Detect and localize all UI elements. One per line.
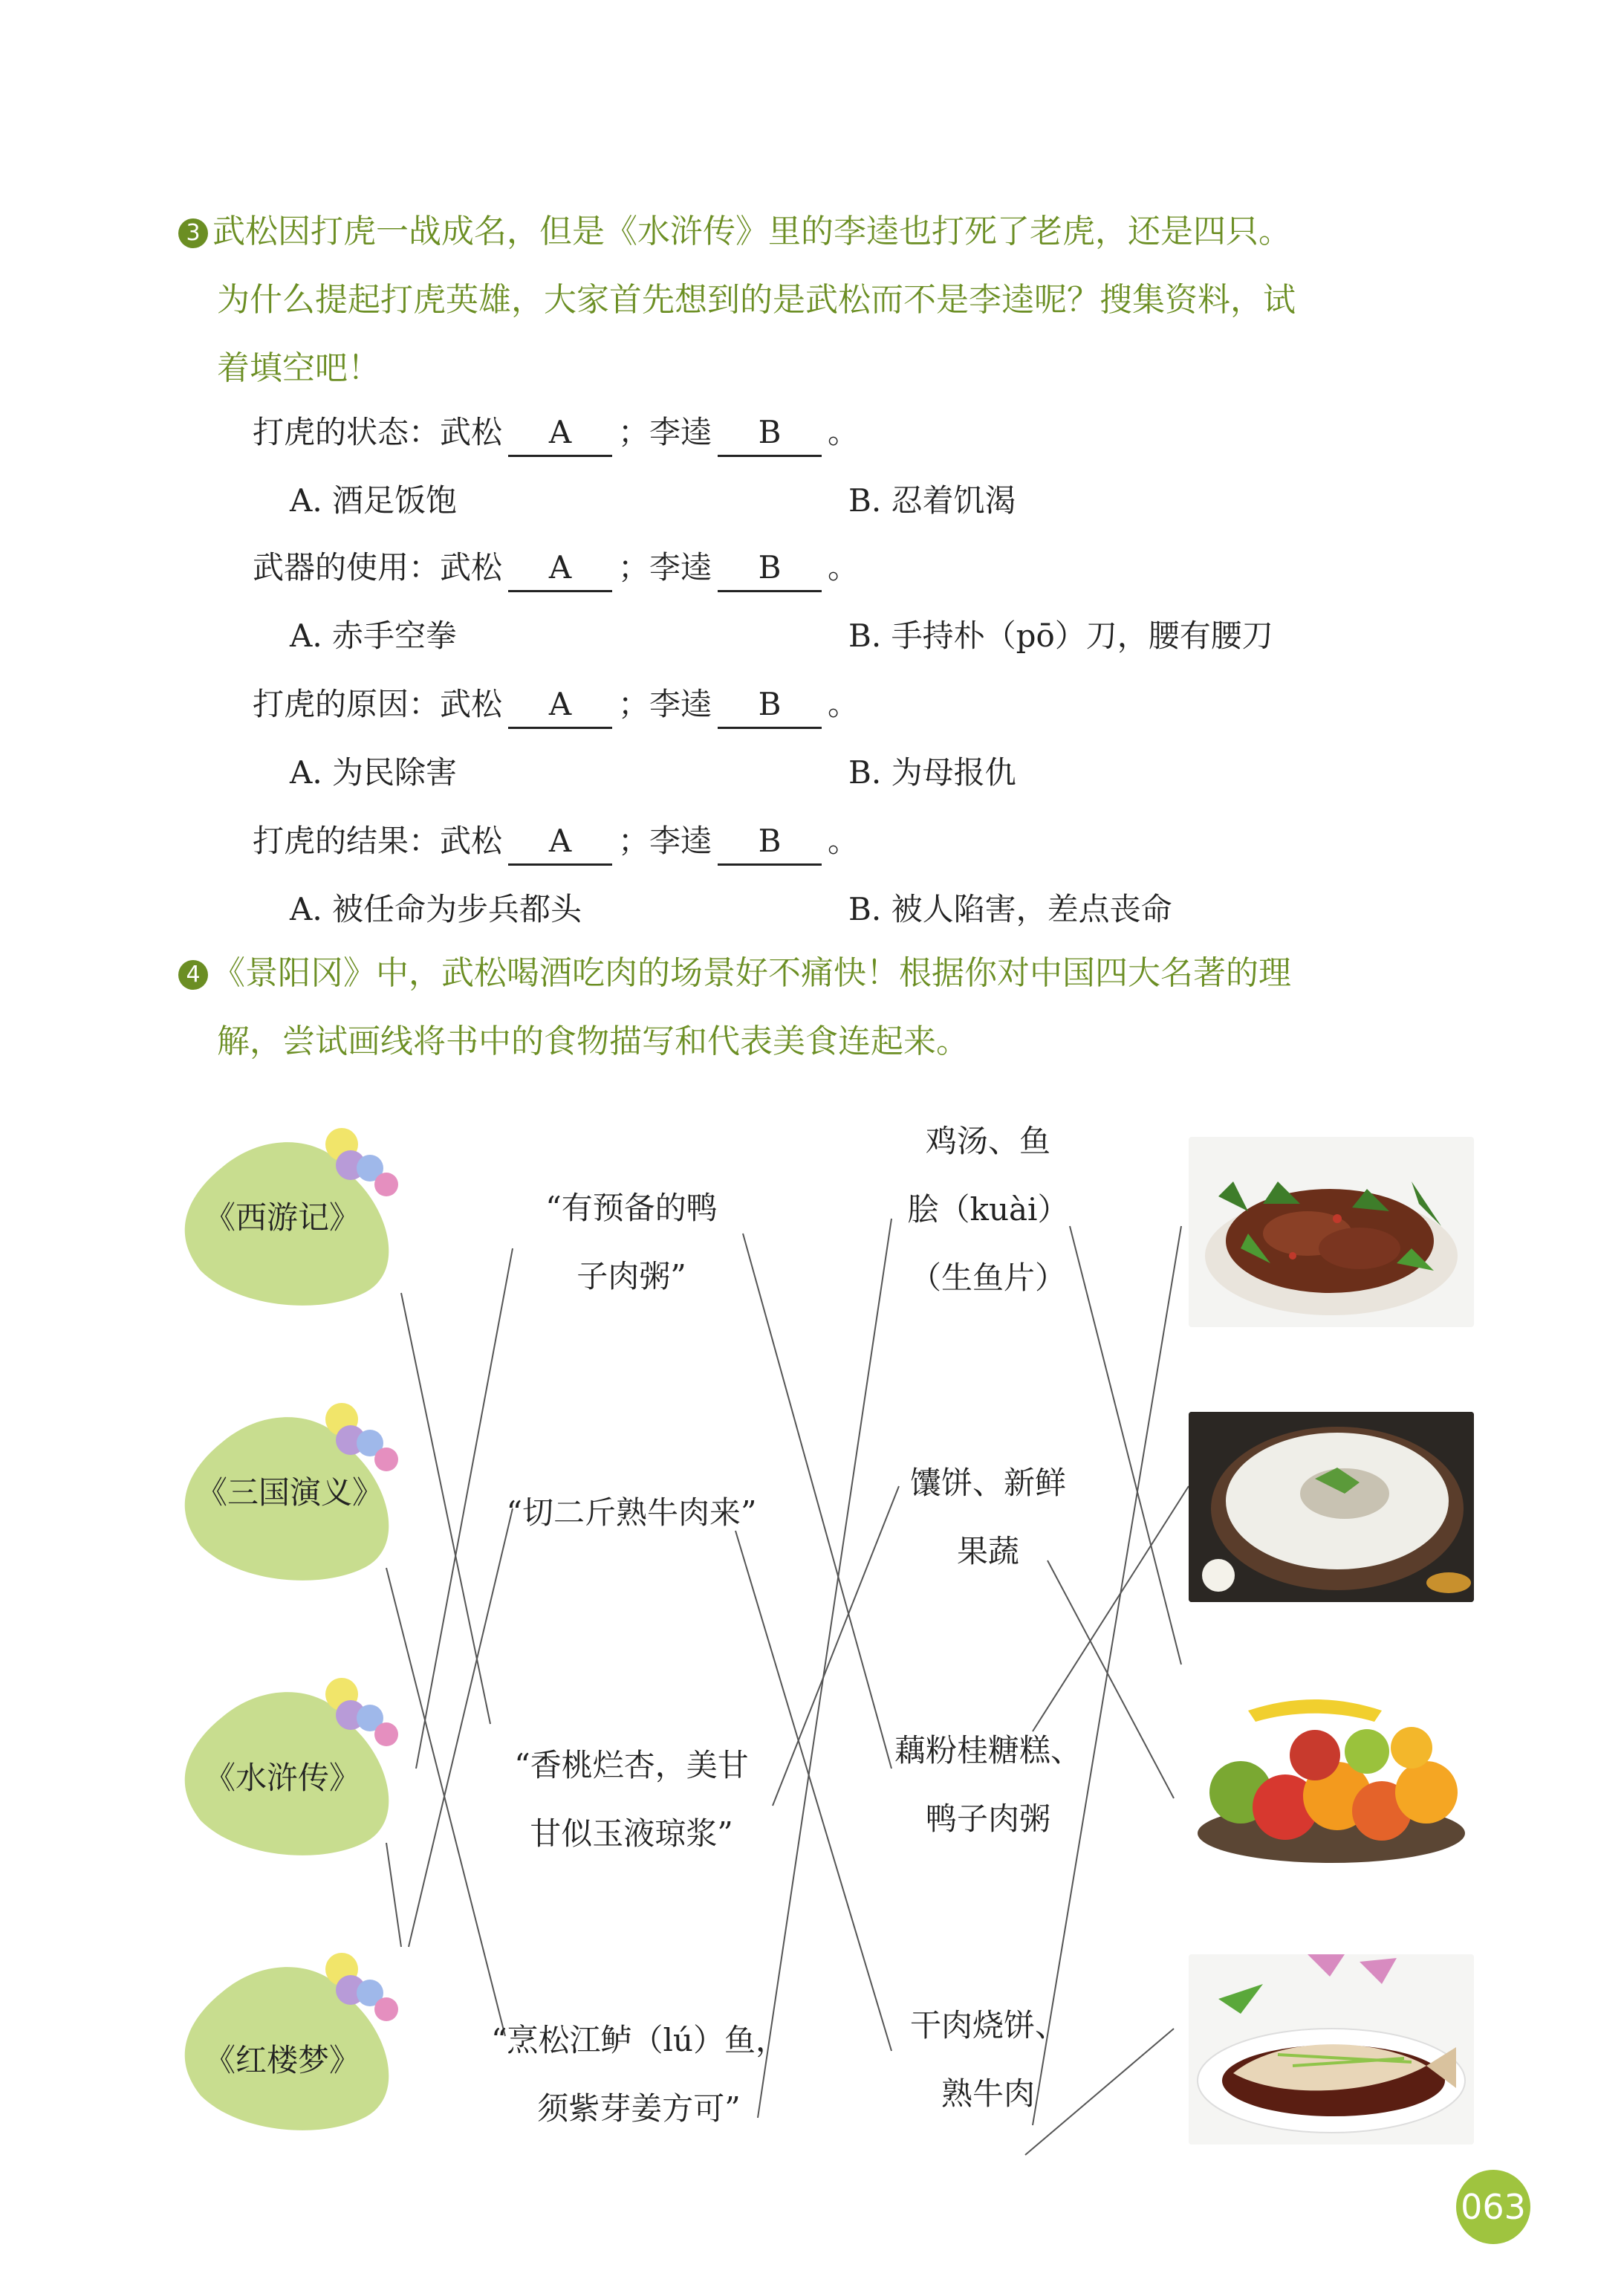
row-label: 打虎的状态：武松 bbox=[253, 414, 503, 450]
food-4 bbox=[862, 1991, 1114, 2128]
answer-blank[interactable]: B bbox=[718, 545, 822, 592]
question-4-line-2: 解，尝试画线将书中的食物描写和代表美食连起来。 bbox=[217, 1022, 969, 1060]
food-line: 鸭子肉粥 bbox=[925, 1800, 1050, 1837]
beef-photo bbox=[1189, 1137, 1474, 1327]
row-label: 打虎的原因：武松 bbox=[253, 686, 503, 722]
quote-line: 甘似玉液琼浆” bbox=[530, 1815, 733, 1852]
answer-blank[interactable]: B bbox=[718, 410, 822, 457]
congee-photo bbox=[1189, 1412, 1474, 1602]
match-line bbox=[1033, 1226, 1181, 2125]
book-card-xiyouji bbox=[178, 1122, 416, 1315]
quote-2 bbox=[461, 1479, 802, 1547]
row-end: 。 bbox=[828, 414, 860, 450]
quote-3 bbox=[461, 1731, 802, 1868]
book-title: 《水浒传》 bbox=[204, 1760, 360, 1796]
quote-1 bbox=[461, 1174, 802, 1311]
option-b: B. 忍着饥渴 bbox=[848, 482, 1016, 519]
book-card-sanguo bbox=[178, 1397, 416, 1590]
quote-line: 须紫芽姜方可” bbox=[537, 2090, 741, 2127]
answer-blank[interactable]: A bbox=[508, 682, 612, 729]
option-a: A. 被任命为步兵都头 bbox=[290, 891, 582, 927]
answer-blank[interactable]: A bbox=[508, 819, 612, 866]
option-b: B. 手持朴（pō）刀，腰有腰刀 bbox=[848, 617, 1273, 654]
quote-line: “切二斤熟牛肉来” bbox=[506, 1494, 757, 1531]
beef-dish-image bbox=[1189, 1137, 1474, 1327]
food-line: 藕粉桂糖糕、 bbox=[894, 1732, 1082, 1769]
option-a: A. 赤手空拳 bbox=[290, 617, 458, 654]
row-end: 。 bbox=[828, 549, 860, 586]
option-b: B. 为母报仇 bbox=[848, 754, 1016, 791]
row-mid: ；李逵 bbox=[618, 686, 712, 722]
row-label: 武器的使用：武松 bbox=[253, 549, 503, 586]
food-line: 鸡汤、鱼 bbox=[925, 1123, 1050, 1159]
option-a: A. 酒足饭饱 bbox=[290, 482, 458, 519]
page-number-badge: 063 bbox=[1456, 2170, 1530, 2244]
book-title: 《三国演义》 bbox=[195, 1474, 383, 1511]
food-3 bbox=[847, 1717, 1129, 1853]
quote-line: 子肉粥” bbox=[576, 1258, 686, 1294]
answer-blank[interactable]: B bbox=[718, 819, 822, 866]
congee-bowl-image bbox=[1189, 1412, 1474, 1602]
food-line: 干肉烧饼、 bbox=[909, 2007, 1066, 2043]
row-mid: ；李逵 bbox=[618, 549, 712, 586]
quote-line: “有预备的鸭 bbox=[545, 1190, 718, 1226]
fruit-bowl-image bbox=[1189, 1681, 1474, 1871]
food-1 bbox=[862, 1107, 1114, 1312]
book-card-hongloumeng bbox=[178, 1947, 416, 2140]
row-mid: ；李逵 bbox=[618, 823, 712, 859]
quote-4 bbox=[446, 2006, 832, 2143]
book-title: 《红楼梦》 bbox=[204, 2042, 360, 2078]
question-3-text-1: 武松因打虎一战成名，但是《水浒传》里的李逵也打死了老虎，还是四只。 bbox=[212, 213, 1291, 250]
answer-blank[interactable]: A bbox=[508, 410, 612, 457]
quote-line: “香桃烂杏，美甘 bbox=[514, 1747, 749, 1783]
food-2 bbox=[862, 1449, 1114, 1586]
answer-blank[interactable]: B bbox=[718, 682, 822, 729]
row-label: 打虎的结果：武松 bbox=[253, 823, 503, 859]
option-b: B. 被人陷害，差点丧命 bbox=[848, 891, 1172, 927]
food-line: 脍（kuài） bbox=[907, 1191, 1069, 1228]
book-card-shuihu bbox=[178, 1672, 416, 1865]
food-line: （生鱼片） bbox=[909, 1260, 1066, 1296]
row-end: 。 bbox=[828, 823, 860, 859]
fish-photo bbox=[1189, 1954, 1474, 2145]
food-line: 果蔬 bbox=[956, 1533, 1019, 1569]
option-a: A. 为民除害 bbox=[290, 754, 458, 791]
answer-blank[interactable]: A bbox=[508, 545, 612, 592]
row-mid: ；李逵 bbox=[618, 414, 712, 450]
row-end: 。 bbox=[828, 686, 860, 722]
steamed-fish-image bbox=[1189, 1954, 1474, 2145]
fruit-photo bbox=[1189, 1681, 1474, 1871]
question-number-4: 4 bbox=[178, 960, 208, 990]
question-3-line-3: 着填空吧！ bbox=[217, 349, 380, 387]
book-title: 《西游记》 bbox=[204, 1199, 360, 1236]
food-line: 馕饼、新鲜 bbox=[909, 1465, 1066, 1501]
question-number-3: 3 bbox=[178, 218, 208, 248]
quote-line: “烹松江鲈（lú）鱼， bbox=[491, 2022, 787, 2058]
food-line: 熟牛肉 bbox=[941, 2075, 1035, 2112]
question-3-line-2: 为什么提起打虎英雄，大家首先想到的是武松而不是李逵呢？搜集资料，试 bbox=[217, 281, 1296, 319]
question-4-text-1: 《景阳冈》中，武松喝酒吃肉的场景好不痛快！根据你对中国四大名著的理 bbox=[212, 954, 1291, 992]
